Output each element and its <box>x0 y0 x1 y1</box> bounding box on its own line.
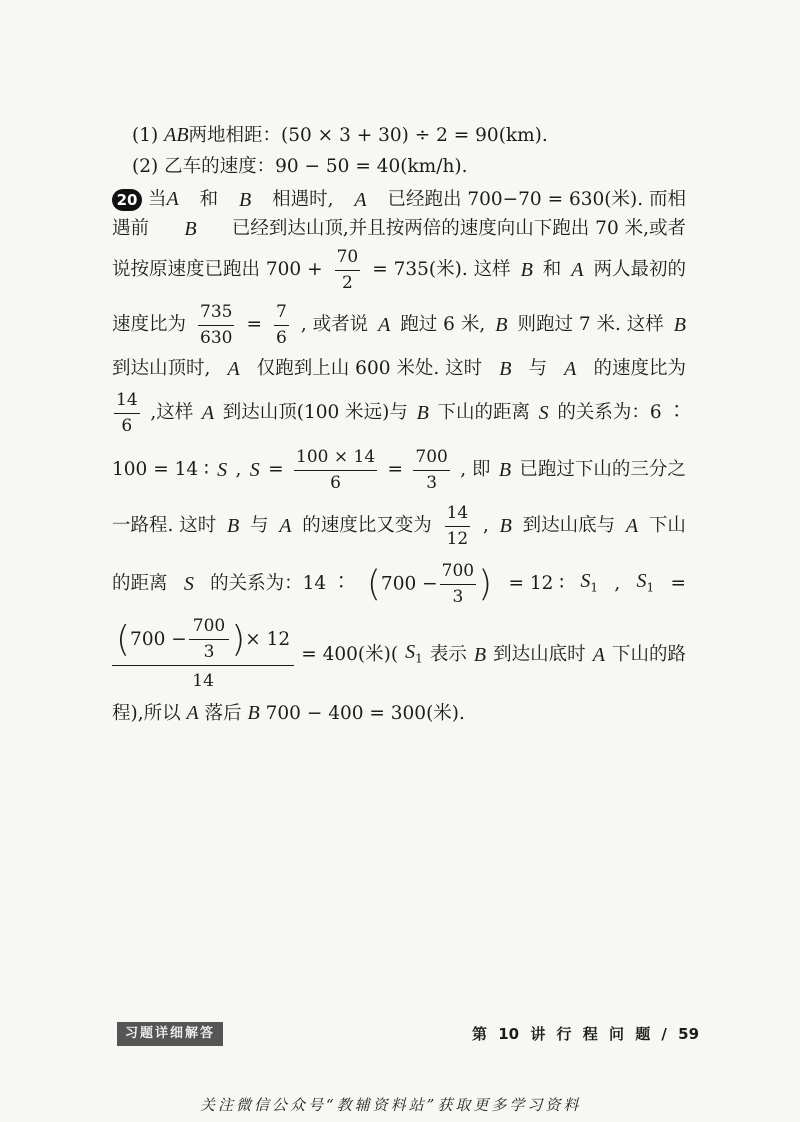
problem-20-line-8: 一路程. 这时 B 与 A 的速度比又变为 $\frac{14}{12}$ , B 到达山底与 A 下山 <box>112 502 686 549</box>
fraction-14-12: $\frac{14}{12}$ <box>446 502 469 549</box>
fraction-700-3: $\frac{700}{3}$ <box>415 446 448 493</box>
problem-20-line-5: 到达山顶时, A 仅跑到上山 600 米处. 这时 B 与 A 的速度比为 <box>112 358 686 380</box>
fraction-14-6: $\frac{14}{6}$ <box>116 389 138 436</box>
fraction-700-3-b: $\frac{700}{3}$ <box>441 560 475 607</box>
fraction-70-2: $\frac{70}{2}$ <box>336 246 359 293</box>
footer-chapter-page: 第 10 讲 行 程 问 题 / 59 <box>472 1025 700 1043</box>
problem-20-line-6: $\frac{14}{6}$ ,这样 A 到达山顶(100 米远)与 B 下山的距离 S 的关系为：6 ∶ <box>116 389 686 436</box>
fraction-735-630: $\frac{735}{630}$ <box>200 301 233 348</box>
problem-20-line-10: ( 700 − $\frac{700}{3}$ ) × 12 14 = 400(米)( $S_1$ 表示 B 到达山底时 A 下山的路 <box>112 618 686 692</box>
problem-20-line-1: 20 当A 和 B 相遇时, A 已经跑出 700−70 = 630(米). 而相 <box>112 186 686 213</box>
problem-20-line-11: 程),所以 A 落后 B 700 − 400 = 300(米). <box>112 702 465 724</box>
problem-20-line-3: 说按原速度已跑出 700 + $\frac{70}{2}$ = 735(米). 这样 B 和 A 两人最初的 <box>112 246 686 293</box>
problem-20-line-4: 速度比为 $\frac{735}{630}$ = $\frac{7}{6}$ , 或者说 A 跑过 6 米, B 则跑过 7 米. 这样 B <box>112 301 686 348</box>
watermark-text: 关注微信公众号“教辅资料站”获取更多学习资料 <box>200 1096 582 1114</box>
problem-20-line-9: 的距离 S 的关系为：14 ∶ (700 − $\frac{700}{3}$ ) = 12 ∶ $S_1$ , $S_1$ = <box>112 560 686 607</box>
fraction-7-6: $\frac{7}{6}$ <box>275 301 287 348</box>
fraction-big-expression: ( 700 − $\frac{700}{3}$ ) × 12 14 <box>112 616 294 694</box>
fraction-100x14-6: $\frac{100 \times 14}{6}$ <box>296 446 376 493</box>
answer-part-1: (1) AB两地相距：(50 × 3 + 30) ÷ 2 = 90(km). <box>132 124 548 146</box>
problem-number-badge: 20 <box>112 189 142 211</box>
problem-20-line-2: 遇前 B 已经到达山顶,并且按两倍的速度向山下跑出 70 米,或者 <box>112 218 686 240</box>
fraction-700-3-c: $\frac{700}{3}$ <box>189 616 229 663</box>
footer-section-label: 习题详细解答 <box>117 1022 223 1046</box>
answer-part-2: (2) 乙车的速度：90 − 50 = 40(km/h). <box>132 156 468 177</box>
problem-20-line-7: 100 = 14 ∶ S , S = $\frac{100 \times 14}{6}$ = $\frac{700}{3}$ , 即 B 已跑过下山的三分之 <box>112 446 686 493</box>
